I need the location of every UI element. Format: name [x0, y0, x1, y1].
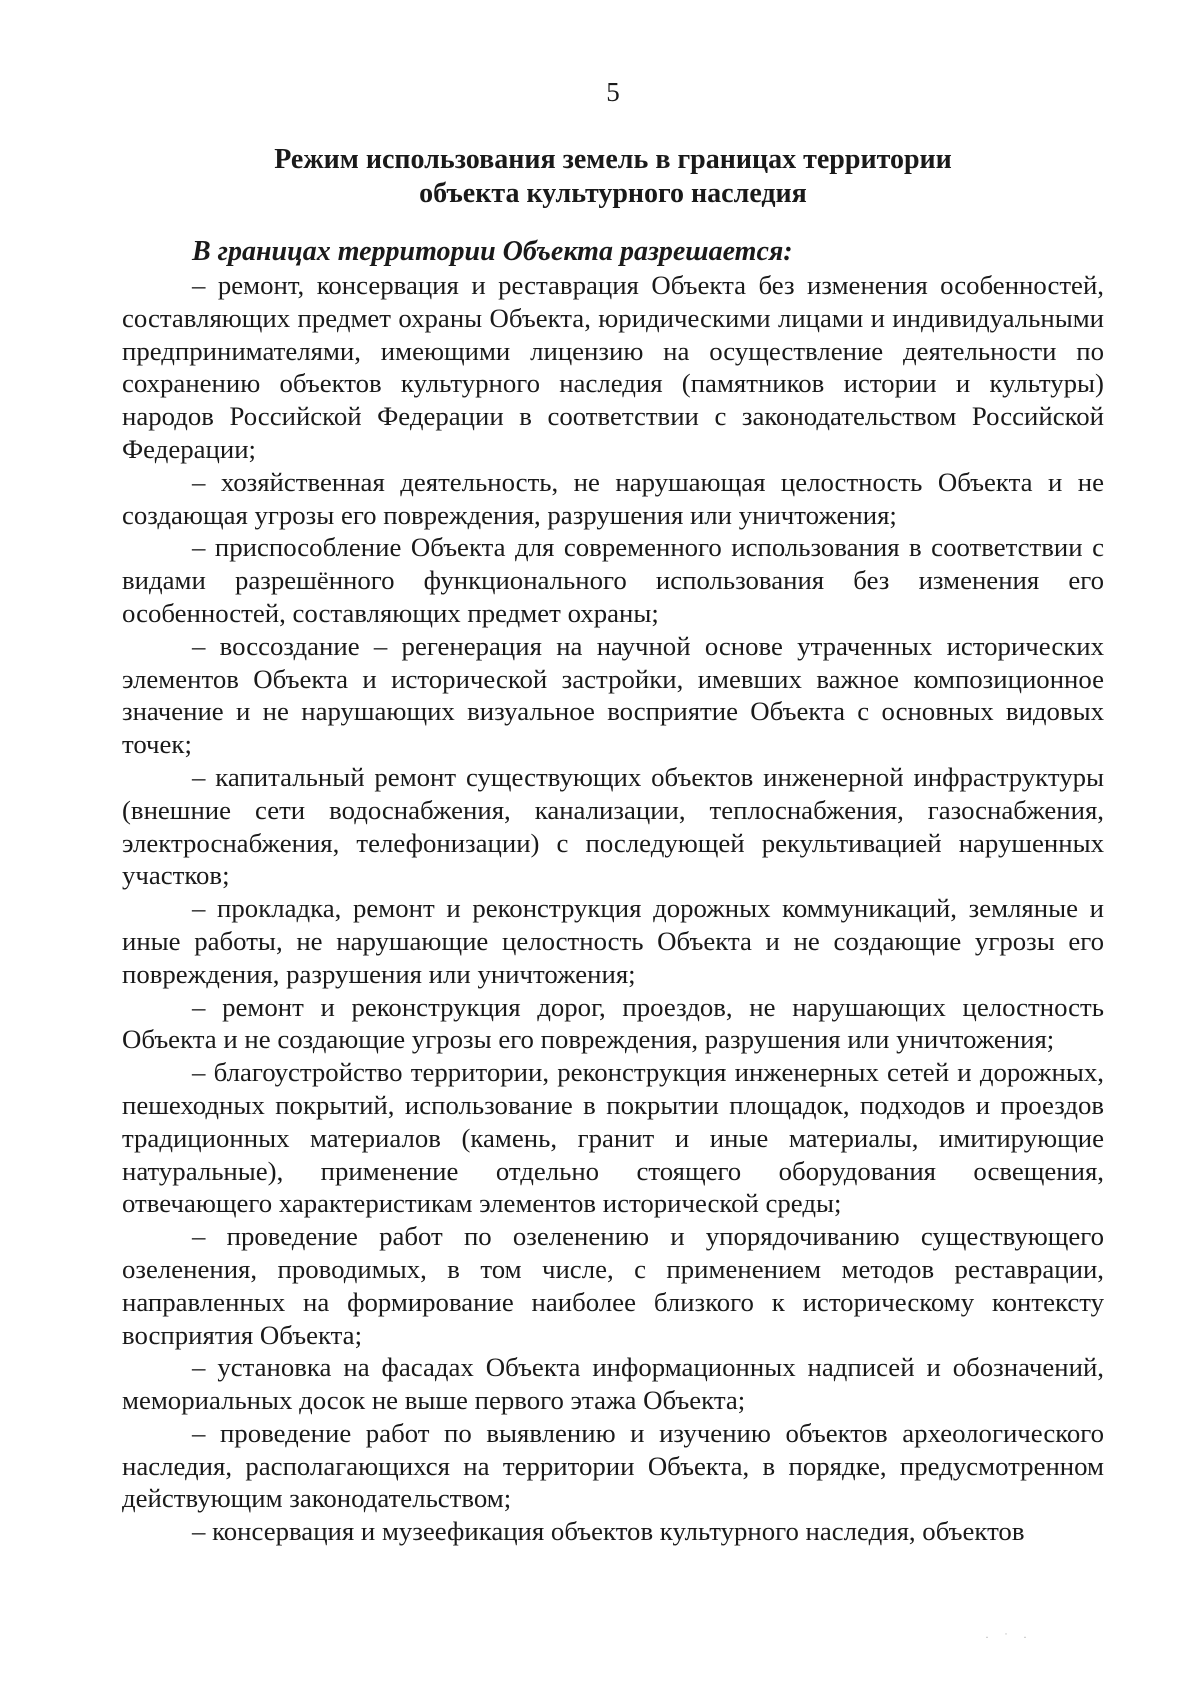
list-item: – установка на фасадах Объекта информационных надписей и обозначений, мемориальных досок не выше первого этажа Объекта;: [122, 1352, 1104, 1416]
list-item: – благоустройство территории, реконструкция инженерных сетей и дорожных, пешеходных покрытий, использование в покрытии площадок, подходов и проездов традиционных материалов (камень, гранит и иные материалы, имитирующие натуральные), применение отдельно стоящего оборудования освещения, отвечающего характеристикам элементов исторической среды;: [122, 1057, 1104, 1219]
list-item: – проведение работ по выявлению и изучению объектов археологического наследия, располагающихся на территории Объекта, в порядке, предусмотренном действующим законодательством;: [122, 1417, 1104, 1514]
document-body: [122, 269, 1104, 1548]
title-line-1: Режим использования земель в границах территории: [274, 144, 952, 175]
title-line-2: объекта культурного наследия: [419, 178, 807, 209]
list-item: – ремонт, консервация и реставрация Объекта без изменения особенностей, составляющих предмет охраны Объекта, юридическими лицами и индивидуальными предпринимателями, имеющими лицензию на осуществление деятельности по сохранению объектов культурного наследия (памятников истории и культуры) народов Российской Федерации в соответствии с законодательством Российской Федерации;: [122, 270, 1104, 464]
scan-artifact: · ˙ ·: [985, 1630, 1033, 1644]
list-item: – проведение работ по озеленению и упорядочиванию существующего озеленения, проводимых, в том числе, с применением методов реставрации, направленных на формирование наиболее близкого к историческому контексту восприятия Объекта;: [122, 1221, 1104, 1350]
list-item: – капитальный ремонт существующих объектов инженерной инфраструктуры (внешние сети водоснабжения, канализации, теплоснабжения, газоснабжения, электроснабжения, телефонизации) с последующей рекультивацией нарушенных участков;: [122, 761, 1104, 891]
list-item: – приспособление Объекта для современного использования в соответствии с видами разрешённого функционального использования без изменения его особенностей, составляющих предмет охраны;: [122, 532, 1104, 628]
list-item: – ремонт и реконструкция дорог, проездов, не нарушающих целостность Объекта и не создающие угрозы его повреждения, разрушения или уничтожения;: [122, 991, 1104, 1055]
section-heading: В границах территории Объекта разрешается:: [192, 236, 793, 267]
list-item: – хозяйственная деятельность, не нарушающая целостность Объекта и не создающая угрозы его повреждения, разрушения или уничтожения;: [122, 466, 1104, 530]
document-title: [200, 143, 1026, 211]
list-item: – консервация и музеефикация объектов культурного наследия, объектов: [192, 1516, 1025, 1547]
list-item: – воссоздание – регенерация на научной основе утраченных исторических элементов Объекта и исторической застройки, имевших важное композиционное значение и не нарушающих визуальное восприятие Объекта с основных видовых точек;: [122, 630, 1104, 760]
page-number: 5: [606, 77, 620, 107]
list-item: – прокладка, ремонт и реконструкция дорожных коммуникаций, земляные и иные работы, не нарушающие целостность Объекта и не создающие угрозы его повреждения, разрушения или уничтожения;: [122, 893, 1104, 989]
